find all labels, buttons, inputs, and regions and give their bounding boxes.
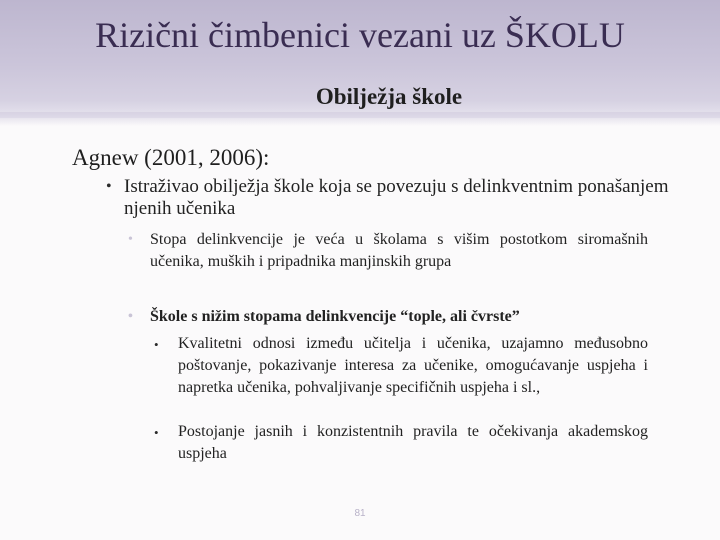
sub-sub-bullet-text: Kvalitetni odnosi između učitelja i učenika, uzajamno međusobno poštovanje, pokazivanje interesa za učenike, omogućavanje uspjeha i napretka učenika, pohvaljivanje specifičnih uspjeha i sl., bbox=[178, 335, 648, 396]
bullet-text: Istraživao obilježja škole koja se povezuju s delinkventnim ponašanjem njenih učenika bbox=[124, 176, 669, 219]
bullet-icon: • bbox=[154, 337, 159, 352]
header-fade bbox=[0, 112, 720, 126]
page-number: 81 bbox=[354, 508, 366, 519]
bullet-icon: • bbox=[128, 309, 133, 324]
bullet-item bbox=[106, 176, 676, 220]
slide-subtitle: Obilježja škole bbox=[315, 84, 463, 109]
bullet-icon: • bbox=[106, 178, 112, 195]
sub-bullet-item bbox=[128, 306, 648, 328]
sub-sub-bullet-item bbox=[154, 333, 648, 399]
sub-sub-bullet-text: Postojanje jasnih i konzistentnih pravila te očekivanja akademskog uspjeha bbox=[178, 423, 648, 462]
sub-bullet-text: Škole s nižim stopama delinkvencije “tople, ali čvrste” bbox=[150, 308, 520, 325]
content-heading: Agnew (2001, 2006): bbox=[72, 145, 270, 170]
sub-bullet-item bbox=[128, 229, 648, 273]
slide-title: Rizični čimbenici vezani uz ŠKOLU bbox=[95, 15, 625, 55]
sub-sub-bullet-item bbox=[154, 421, 648, 465]
bullet-icon: • bbox=[128, 232, 133, 247]
sub-bullet-text: Stopa delinkvencije je veća u školama s višim postotkom siromašnih učenika, muških i pripadnika manjinskih grupa bbox=[150, 231, 648, 270]
bullet-icon: • bbox=[154, 425, 159, 440]
